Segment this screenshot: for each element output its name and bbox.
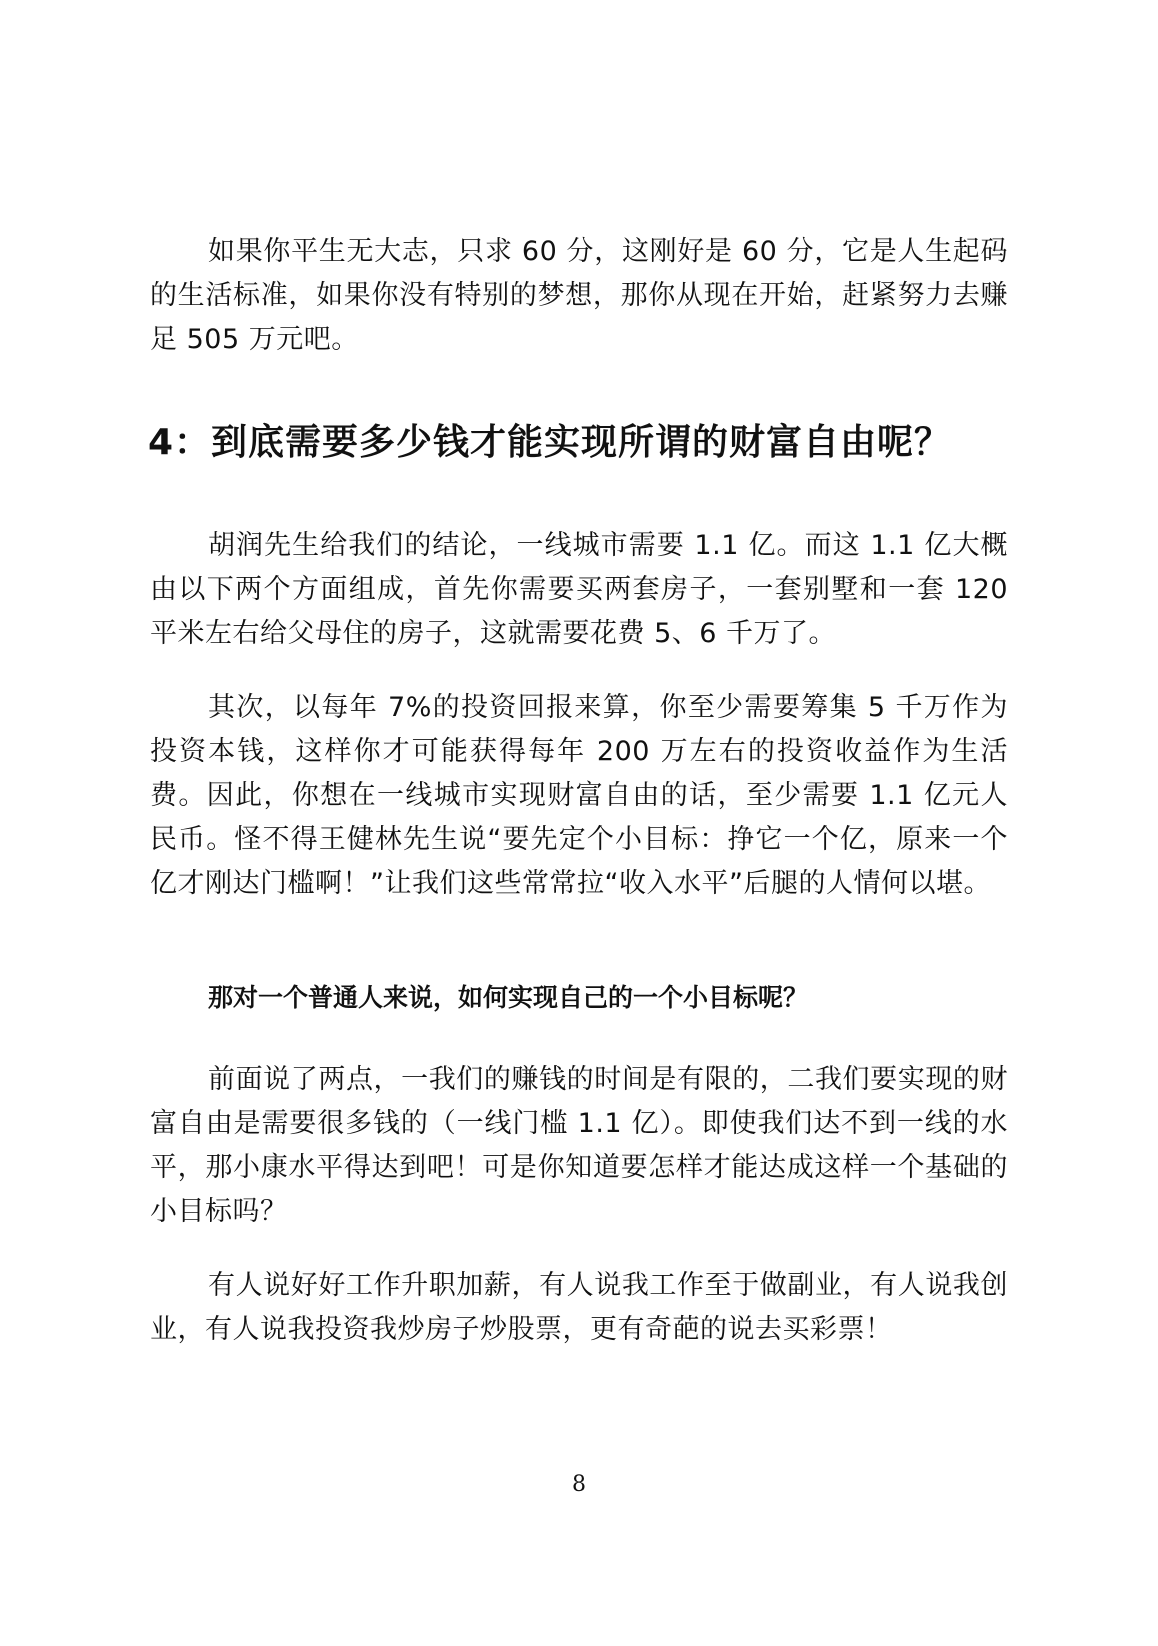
section-heading: 4：到底需要多少钱才能实现所谓的财富自由呢？: [148, 422, 952, 463]
paragraph-hurun-conclusion: 胡润先生给我们的结论，一线城市需要 1.1 亿。而这 1.1 亿大概由以下两个方面组成，首先你需要买两套房子，一套别墅和一套 120 平米左右给父母住的房子，这就需要花费 5、6 千万了。: [150, 530, 1008, 649]
paragraph-intro: 如果你平生无大志，只求 60 分，这刚好是 60 分，它是人生起码的生活标准，如果你没有特别的梦想，那你从现在开始，赶紧努力去赚足 505 万元吧。: [150, 236, 1008, 355]
paragraph-two-points: 前面说了两点，一我们的赚钱的时间是有限的，二我们要实现的财富自由是需要很多钱的（一线门槛 1.1 亿）。即使我们达不到一线的水平，那小康水平得达到吧！可是你知道要怎样才能达成这样一个基础的小目标吗？: [150, 1064, 1008, 1227]
page-number: 8: [572, 1472, 586, 1497]
paragraph-investment-return: 其次，以每年 7%的投资回报来算，你至少需要筹集 5 千万作为投资本钱，这样你才可能获得每年 200 万左右的投资收益作为生活费。因此，你想在一线城市实现财富自由的话，至少需要 1.1 亿元人民币。怪不得王健林先生说“要先定个小目标：挣它一个亿，原来一个亿才刚达门槛啊！”让我们这些常常拉“收入水平”后腿的人情何以堪。: [150, 692, 1008, 899]
subheading-question: 那对一个普通人来说，如何实现自己的一个小目标呢？: [208, 983, 809, 1012]
paragraph-opinions: 有人说好好工作升职加薪，有人说我工作至于做副业，有人说我创业，有人说我投资我炒房子炒股票，更有奇葩的说去买彩票！: [150, 1270, 1008, 1345]
